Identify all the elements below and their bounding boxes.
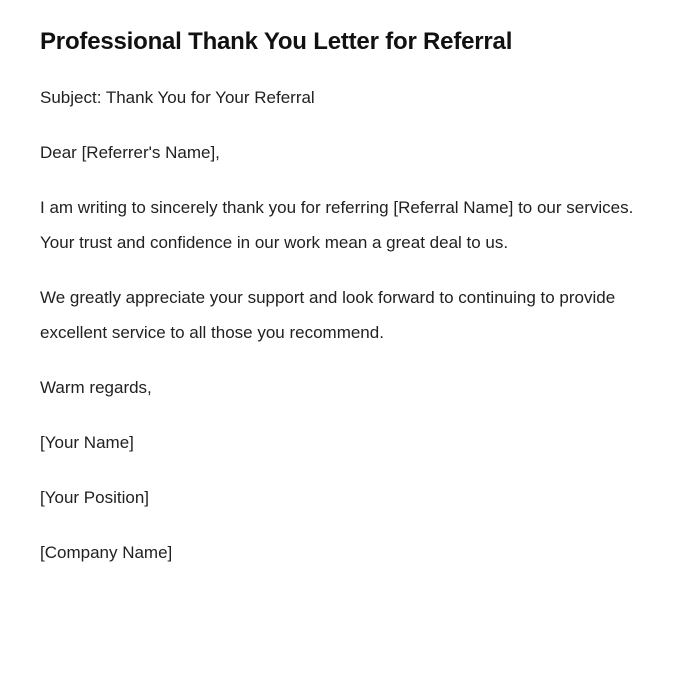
body-paragraph-1: I am writing to sincerely thank you for referring [Referral Name] to our services. Your trust and confidence in our work mean a great deal to us. [40, 198, 634, 252]
signature-position: [Your Position] [40, 488, 149, 507]
subject-line: Subject: Thank You for Your Referral [40, 88, 315, 107]
signature-company: [Company Name] [40, 543, 173, 562]
salutation: Dear [Referrer's Name], [40, 143, 220, 162]
body-paragraph-2: We greatly appreciate your support and look forward to continuing to provide excellent service to all those you recommend. [40, 288, 616, 342]
signature-name: [Your Name] [40, 433, 134, 452]
page-title: Professional Thank You Letter for Referral [40, 28, 513, 55]
closing: Warm regards, [40, 378, 152, 397]
